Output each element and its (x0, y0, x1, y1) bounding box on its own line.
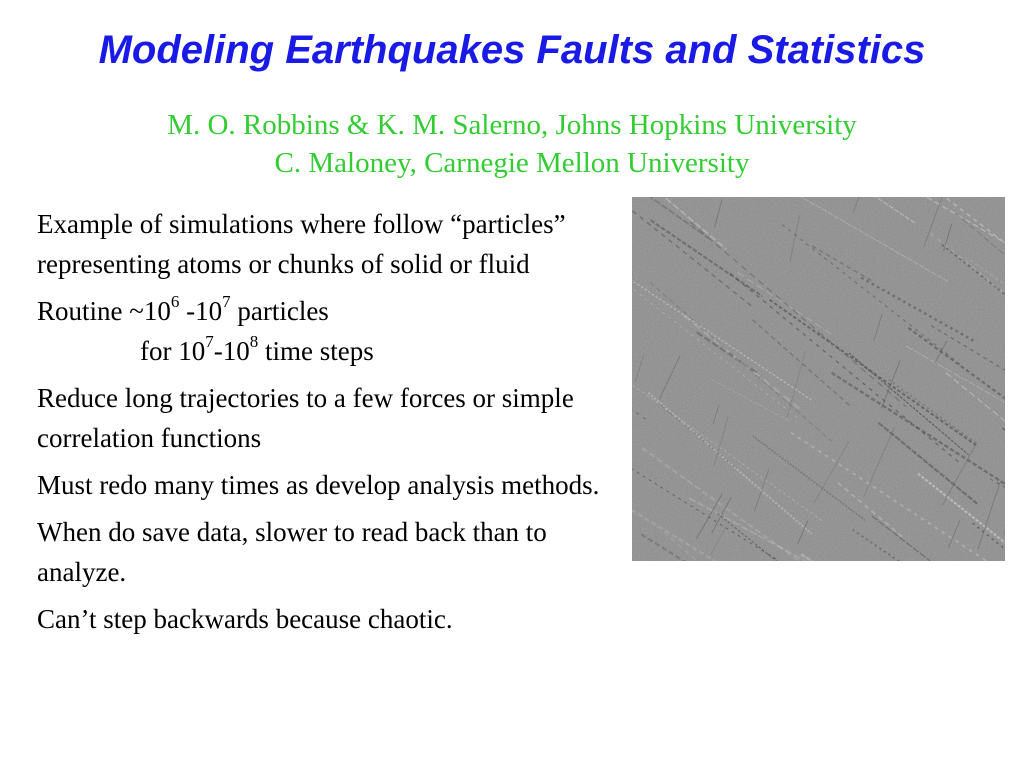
particle-count-suffix: particles (230, 296, 329, 326)
bullet-reduce-trajectories: Reduce long trajectories to a few forces or simple correlation functions (37, 383, 574, 453)
time-steps-mid: -10 (213, 336, 250, 366)
slide-title: Modeling Earthquakes Faults and Statistics (98, 28, 926, 72)
simulation-texture (632, 197, 1005, 561)
time-steps-line (37, 331, 627, 371)
time-steps-prefix: for 10 (140, 336, 206, 366)
bullet-particle-count (37, 291, 627, 371)
bullet-save-data: When do save data, slower to read back than to analyze. (37, 517, 547, 587)
author-line-2: C. Maloney, Carnegie Mellon University (274, 147, 750, 179)
time-steps-suffix: time steps (258, 336, 374, 366)
time-steps-exp-2: 8 (249, 332, 259, 351)
particle-count-exp-1: 6 (170, 292, 180, 311)
simulation-shear-band-image (632, 197, 1005, 561)
particle-count-prefix: Routine ~10 (37, 296, 171, 326)
bullet-redo-analysis: Must redo many times as develop analysis methods. (37, 470, 600, 500)
bullet-list (37, 204, 627, 646)
bullet-chaotic: Can’t step backwards because chaotic. (37, 604, 453, 634)
author-block (0, 106, 1024, 182)
time-steps-exp-1: 7 (205, 332, 214, 351)
bullet-simulations: Example of simulations where follow “particles” representing atoms or chunks of solid or fluid (37, 209, 566, 279)
particle-count-mid: -10 (179, 296, 223, 326)
author-line-1: M. O. Robbins & K. M. Salerno, Johns Hopkins University (167, 109, 857, 141)
particle-count-exp-2: 7 (222, 292, 231, 311)
